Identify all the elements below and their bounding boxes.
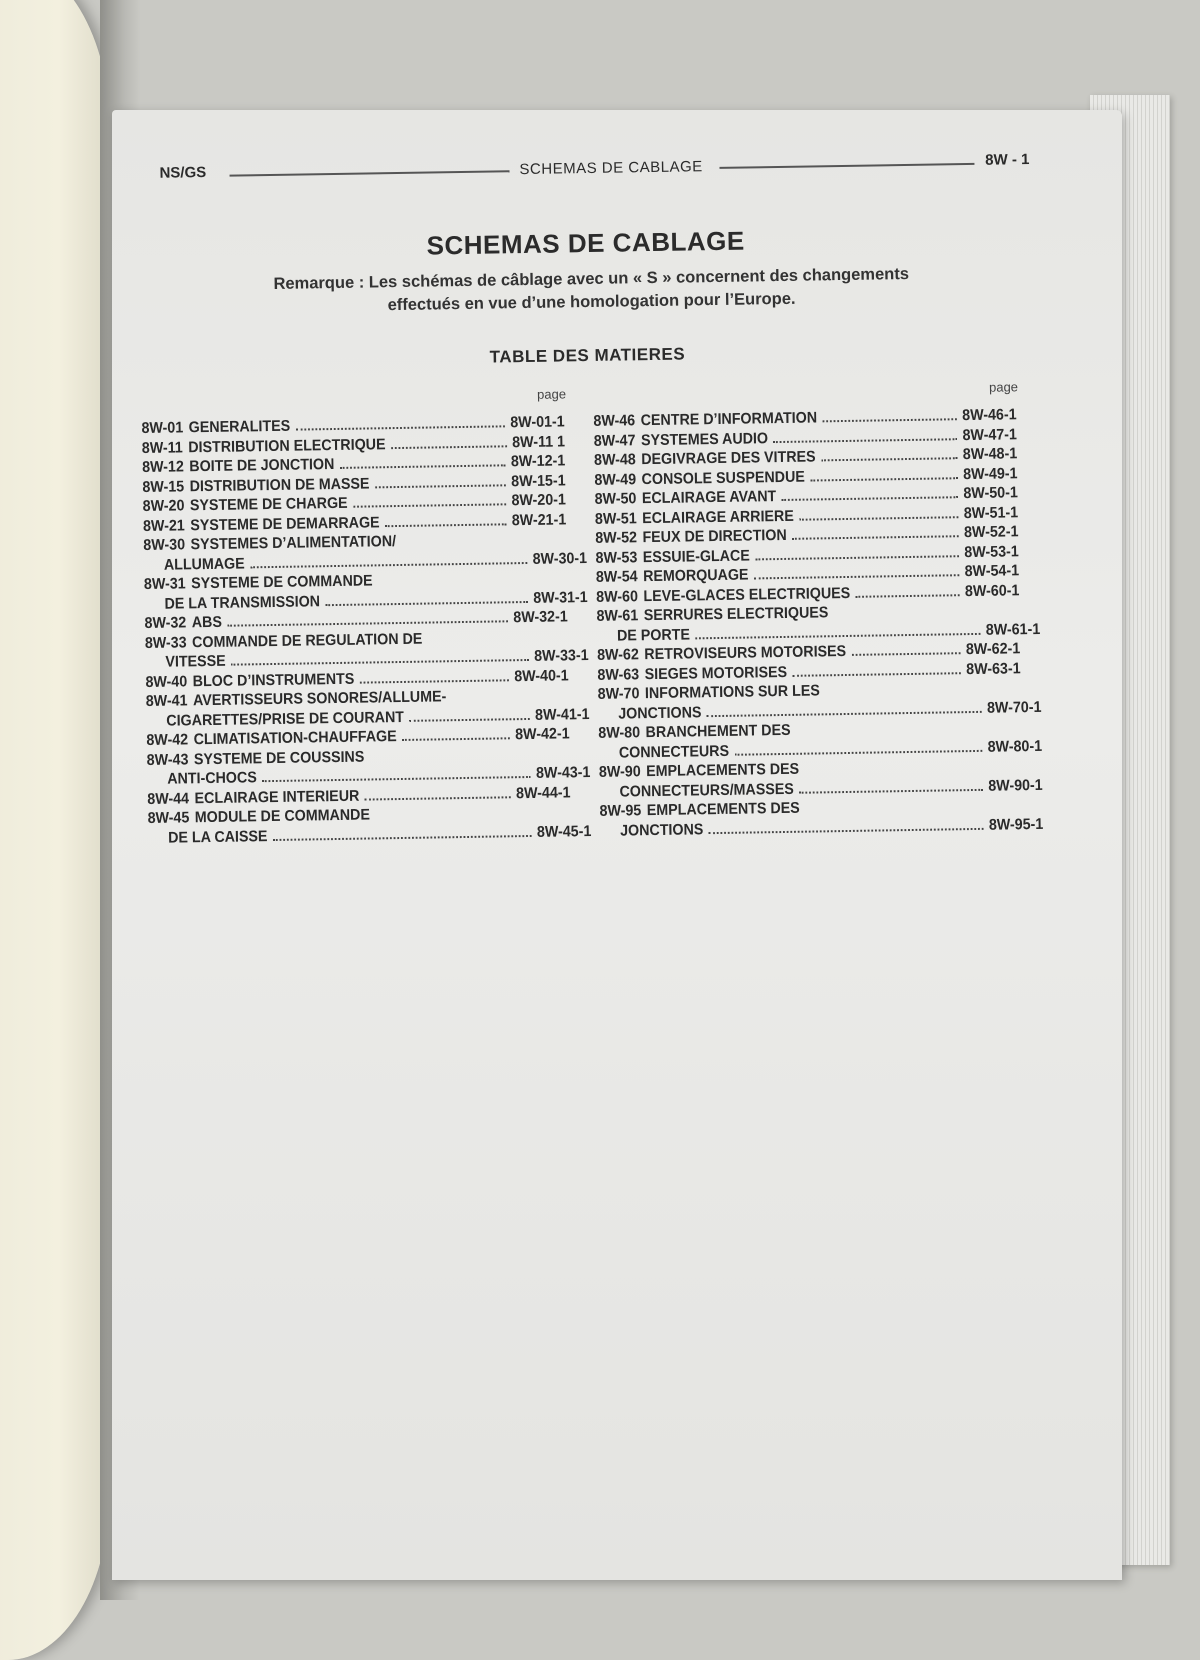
- toc-entry-code: 8W-70: [597, 685, 640, 703]
- toc-entry-page: 8W-95-1: [988, 815, 1044, 834]
- page-column-label: page: [536, 386, 567, 402]
- toc-entry-label: AVERTISSEURS SONORES/ALLUME-: [192, 688, 447, 710]
- toc-entry-page: 8W-61-1: [985, 620, 1041, 639]
- toc-entry-label: ESSUIE-GLACE: [642, 546, 750, 566]
- dot-leader: [825, 692, 1015, 695]
- toc-entry-page: 8W-40-1: [514, 666, 569, 685]
- dot-leader: [227, 620, 507, 626]
- toc-entry-label: LEVE-GLACES ELECTRIQUES: [643, 584, 851, 605]
- toc-entry-page: 8W-21-1: [511, 510, 567, 529]
- toc-entry-label: DEGIVRAGE DES VITRES: [641, 448, 816, 469]
- dot-leader: [326, 600, 528, 605]
- toc-entry-code: 8W-60: [596, 587, 639, 606]
- toc-entry-code: 8W-20: [142, 497, 185, 516]
- toc-entry-page: 8W-41-1: [534, 705, 590, 724]
- toc-entry-code: 8W-30: [143, 536, 186, 555]
- page-content: [119, 133, 1061, 908]
- dot-leader: [793, 672, 961, 677]
- dot-leader: [709, 827, 984, 833]
- toc-entry-page: 8W-50-1: [963, 484, 1018, 503]
- toc-entry-label: SYSTEMES D’ALIMENTATION/: [190, 533, 397, 554]
- toc-entry-page: 8W-33-1: [534, 647, 589, 665]
- toc-entry-label: CONNECTEURS: [618, 742, 730, 762]
- toc-heading: TABLE DES MATIERES: [489, 344, 686, 367]
- toc-list-left: [141, 412, 592, 848]
- toc-entry-code: 8W-47: [593, 431, 636, 450]
- toc-entry-label: DISTRIBUTION ELECTRIQUE: [188, 435, 386, 456]
- toc-entry-code: 8W-21: [142, 516, 185, 535]
- toc-entry-page: 8W-43-1: [535, 764, 591, 782]
- toc-entry-label: CONSOLE SUSPENDUE: [641, 468, 805, 488]
- dot-leader: [755, 555, 959, 560]
- toc-entry-label: DE PORTE: [616, 625, 691, 645]
- dot-leader: [796, 731, 1016, 734]
- dot-leader: [250, 561, 527, 567]
- dot-leader: [856, 594, 960, 598]
- toc-entry-code: 8W-31: [143, 575, 186, 594]
- toc-entry-code: 8W-32: [144, 614, 187, 633]
- toc-entry-label: FEUX DE DIRECTION: [642, 526, 787, 547]
- toc-entry-label: SYSTEME DE COUSSINS: [193, 748, 365, 768]
- dot-leader: [273, 834, 531, 840]
- dot-leader: [799, 788, 982, 793]
- dot-leader: [340, 464, 506, 469]
- toc-entry-page: 8W-12-1: [510, 452, 566, 471]
- toc-entry-code: 8W-52: [595, 529, 638, 547]
- dot-leader: [378, 582, 561, 585]
- dot-leader: [696, 632, 981, 638]
- toc-entry-code: 8W-44: [147, 789, 190, 808]
- toc-entry-page: 8W-31-1: [533, 588, 588, 607]
- toc-entry-page: 8W-46-1: [962, 406, 1017, 425]
- toc-entry-label: CONNECTEURS/MASSES: [619, 780, 794, 801]
- header-page-number: 8W - 1: [985, 151, 1030, 169]
- toc-entry-label: ECLAIRAGE ARRIERE: [642, 507, 794, 527]
- toc-entry-code: 8W-62: [596, 646, 639, 664]
- toc-entry-label: SERRURES ELECTRIQUES: [643, 604, 829, 625]
- toc-entry-code: 8W-12: [141, 458, 184, 477]
- toc-entry-page: 8W-11 1: [512, 432, 566, 451]
- toc-entry-code: 8W-48: [593, 451, 636, 469]
- toc-entry-code: 8W-80: [598, 724, 641, 742]
- dot-leader: [834, 614, 1014, 617]
- toc-entry-page: 8W-32-1: [513, 608, 568, 627]
- toc-entry-code: 8W-50: [594, 490, 637, 508]
- toc-entry-label: ECLAIRAGE INTERIEUR: [194, 787, 360, 807]
- dot-leader: [231, 659, 529, 666]
- toc-entry-code: 8W-54: [595, 568, 638, 586]
- toc-entry-label: SIEGES MOTORISES: [644, 663, 788, 683]
- toc-entry-page: 8W-63-1: [966, 659, 1021, 678]
- toc-entry-label: DE LA TRANSMISSION: [164, 592, 321, 613]
- dot-leader: [370, 758, 565, 761]
- toc-column-left: [141, 386, 592, 848]
- dot-leader: [402, 543, 561, 546]
- toc-entry-label: ABS: [191, 613, 223, 632]
- dot-leader: [823, 418, 957, 422]
- page-column-label: page: [988, 379, 1019, 395]
- dot-leader: [360, 679, 509, 683]
- toc-entry-page: 8W-49-1: [962, 464, 1018, 483]
- toc-entry-label: COMMANDE DE REGULATION DE: [191, 630, 423, 651]
- toc-entry-page: 8W-51-1: [963, 503, 1019, 522]
- toc-entry-page: 8W-20-1: [511, 491, 567, 510]
- dot-leader: [735, 749, 983, 755]
- toc-entry-label: REMORQUAGE: [642, 566, 749, 586]
- dot-leader: [754, 574, 959, 579]
- dot-leader: [805, 809, 1017, 812]
- toc-entry-label: BOITE DE JONCTION: [189, 456, 335, 476]
- toc-entry-page: 8W-80-1: [987, 737, 1043, 756]
- header-rule-right: [719, 163, 974, 169]
- toc-entry-code: 8W-51: [594, 509, 637, 528]
- toc-entry-label: EMPLACEMENTS DES: [646, 760, 800, 781]
- toc-entry-code: 8W-42: [146, 731, 189, 749]
- toc-entry-code: 8W-40: [145, 672, 188, 691]
- header-model: NS/GS: [159, 163, 207, 182]
- toc-entry-label: ALLUMAGE: [163, 554, 245, 574]
- dot-leader: [792, 535, 958, 540]
- toc-column-right: [593, 379, 1044, 841]
- toc-entry-label: SYSTEME DE DEMARRAGE: [190, 513, 380, 534]
- toc-entry-label: EMPLACEMENTS DES: [646, 799, 800, 820]
- toc-entry-page: 8W-90-1: [988, 776, 1043, 795]
- toc-entry-label: MODULE DE COMMANDE: [194, 806, 371, 827]
- dot-leader: [262, 776, 530, 782]
- toc-entry-page: 8W-70-1: [986, 698, 1042, 717]
- toc-entry-label: CIGARETTES/PRISE DE COURANT: [166, 708, 405, 730]
- toc-entry-page: 8W-15-1: [511, 471, 566, 490]
- dot-leader: [410, 717, 530, 721]
- dot-leader: [852, 652, 961, 656]
- toc-entry-label: BRANCHEMENT DES: [645, 721, 791, 742]
- toc-entry-label: ANTI-CHOCS: [167, 769, 257, 788]
- toc-entry-label: DE LA CAISSE: [168, 827, 268, 847]
- toc-entry-label: CENTRE D’INFORMATION: [640, 409, 818, 430]
- toc-entry-page: 8W-42-1: [515, 725, 570, 744]
- header-section: SCHEMAS DE CABLAGE: [519, 158, 703, 179]
- toc-entry-label: SYSTEME DE COMMANDE: [191, 572, 373, 593]
- toc-entry-label: RETROVISEURS MOTORISES: [644, 642, 847, 664]
- dot-leader: [782, 496, 958, 501]
- toc-entry-label: VITESSE: [165, 652, 226, 671]
- dot-leader: [428, 641, 563, 643]
- dot-leader: [707, 710, 982, 716]
- dot-leader: [385, 523, 506, 527]
- running-header: [159, 151, 1029, 189]
- toc-entry-code: 8W-43: [146, 750, 189, 769]
- toc-entry-label: ECLAIRAGE AVANT: [641, 488, 777, 508]
- dot-leader: [376, 816, 566, 819]
- toc-entry-label: SYSTEMES AUDIO: [640, 429, 769, 449]
- toc-entry-code: 8W-61: [596, 607, 639, 625]
- facing-page-edge: [0, 0, 110, 1660]
- toc-entry-code: 8W-53: [595, 548, 638, 567]
- dot-leader: [353, 503, 506, 507]
- toc-entry-label: INFORMATIONS SUR LES: [644, 682, 820, 703]
- toc-entry-page: 8W-62-1: [965, 640, 1021, 659]
- toc-entry-code: 8W-90: [598, 763, 641, 781]
- dot-leader: [799, 516, 958, 520]
- dot-leader: [774, 438, 957, 443]
- toc-entry-code: 8W-95: [599, 802, 642, 820]
- dot-leader: [821, 457, 957, 461]
- toc-entry-page: 8W-01-1: [510, 413, 565, 432]
- toc-entry-page: 8W-48-1: [962, 445, 1018, 464]
- toc-entry-code: 8W-41: [145, 692, 188, 710]
- toc-entry-label: JONCTIONS: [618, 703, 702, 723]
- toc-entry-code: 8W-33: [144, 633, 187, 652]
- header-rule-left: [230, 170, 510, 176]
- toc-entry-page: 8W-54-1: [964, 562, 1020, 581]
- dot-leader: [365, 796, 511, 800]
- toc-entry-page: 8W-60-1: [964, 581, 1020, 600]
- toc-entry-code: 8W-11: [141, 438, 183, 457]
- toc-entry-label: DISTRIBUTION DE MASSE: [189, 474, 370, 495]
- toc-entry-label: CLIMATISATION-CHAUFFAGE: [193, 728, 397, 749]
- toc-entry-label: GENERALITES: [188, 417, 291, 437]
- toc-entry-label: SYSTEME DE CHARGE: [189, 494, 348, 515]
- toc-entry-code: 8W-49: [594, 470, 637, 489]
- toc-entry-page: 8W-30-1: [532, 549, 588, 568]
- toc-entry-label: JONCTIONS: [619, 820, 704, 840]
- page-title: SCHEMAS DE CABLAGE: [426, 225, 745, 261]
- dot-leader: [452, 699, 564, 701]
- remark-note: [181, 262, 1002, 321]
- dot-leader: [296, 425, 505, 430]
- toc-entry-page: 8W-52-1: [963, 523, 1019, 542]
- toc-entry-page: 8W-47-1: [962, 425, 1018, 444]
- toc-entry-code: 8W-15: [142, 477, 185, 496]
- toc-entry-page: 8W-53-1: [964, 542, 1019, 561]
- toc-entry-label: BLOC D’INSTRUMENTS: [192, 670, 355, 690]
- dot-leader: [402, 737, 509, 741]
- toc-entry-page: 8W-45-1: [536, 822, 592, 841]
- toc-entry-code: 8W-01: [141, 419, 184, 438]
- toc-entry-code: 8W-63: [597, 665, 640, 684]
- dot-leader: [375, 484, 506, 488]
- remark-line-2: effectués en vue d’une homologation pour l’Europe.: [387, 289, 796, 315]
- remark-line-1: Remarque : Les schémas de câblage avec un « S » concernent des changements: [273, 264, 910, 293]
- dot-leader: [810, 477, 957, 481]
- toc-entry-code: 8W-46: [593, 412, 636, 430]
- toc-entry-code: 8W-45: [147, 809, 190, 827]
- dot-leader: [805, 770, 1017, 773]
- toc-entry-page: 8W-44-1: [515, 783, 571, 802]
- toc-list-right: [593, 405, 1044, 841]
- dot-leader: [391, 445, 507, 449]
